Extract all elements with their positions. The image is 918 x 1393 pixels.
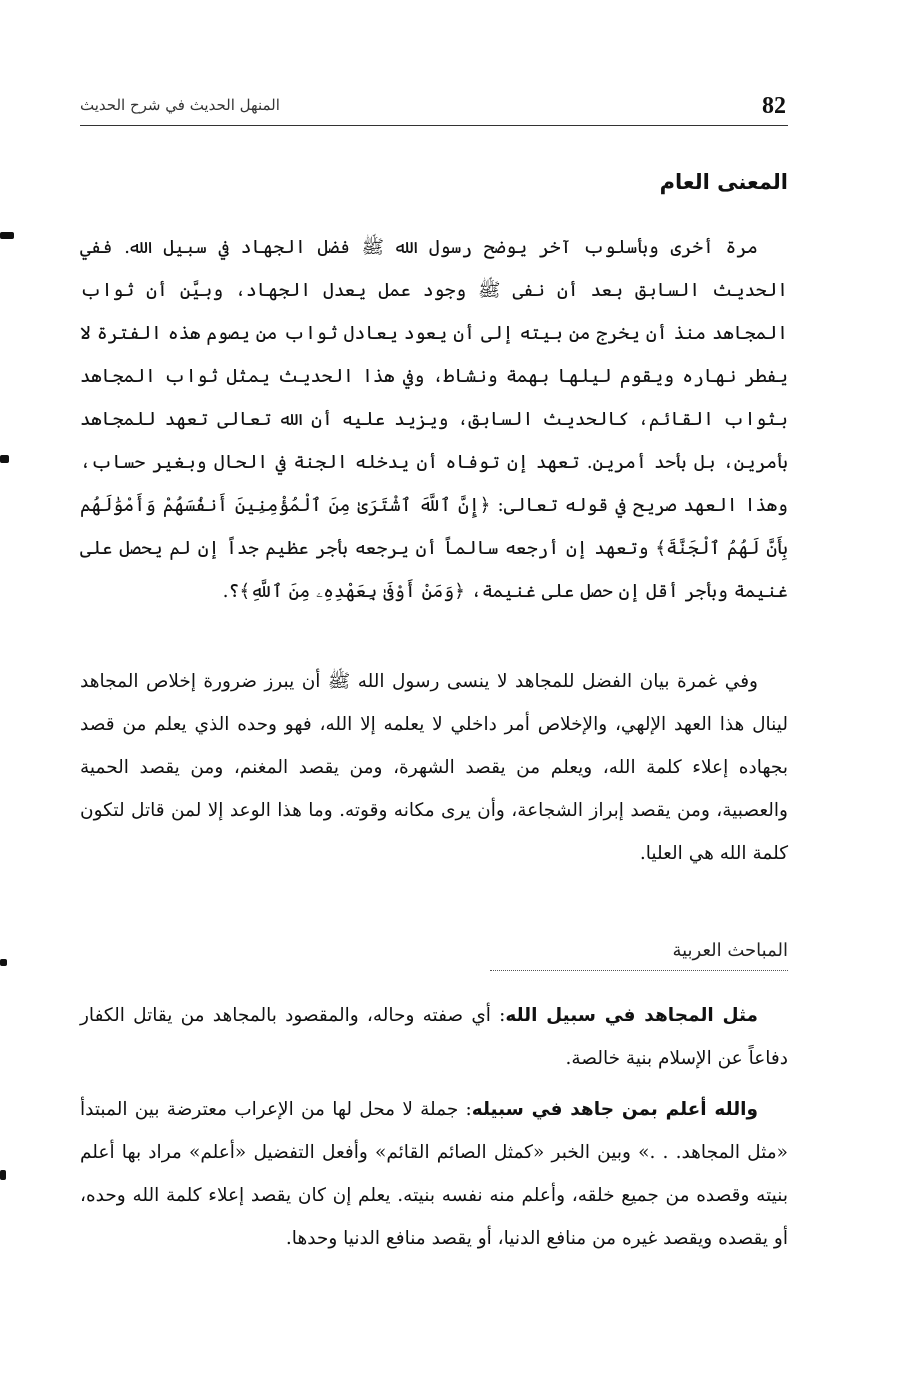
paragraph-sincerity [80,660,788,875]
header-rule [80,125,788,126]
scan-mark [0,455,9,463]
paragraph-first-line: وفي غمرة بيان الفضل للمجاهد لا ينسى رسول الله ﷺ أن يبرز [264,671,758,692]
subsection-title: المباحث العربية [672,940,788,961]
entry-text: : أي صفته وحاله، والمقصود بالمجاهد من يقاتل الكفار دفاعاً عن الإسلام بنية خالصة. [80,1005,788,1069]
paragraph-general-meaning [80,226,788,613]
entry-text: : جملة لا محل لها من الإعراب معترضة بين المبتدأ «مثل المجاهد. . .» وبين الخبر «كمثل الصائم القائم» وأفعل التفضيل «أعلم» مراد بها أعلم بنيته وقصده من جميع خلقه، وأعلم منه نفسه بنيته. يعلم إن كان يقصد إعلاء كلمة الله وحده، أو يقصده ويقصد غيره من منافع الدنيا، أو يقصد منافع الدنيا وحدها. [80,1099,788,1249]
scan-mark [0,232,14,239]
running-head: المنهل الحديث في شرح الحديث [80,96,280,114]
paragraph-first-line: مرة أخرى وبأسلوب آخر يوضح رسول الله ﷺ فضل الجهاد في سبيل [163,237,758,258]
entry-allahu-aalam [80,1088,788,1260]
paragraph-body: ضرورة إخلاص المجاهد لينال هذا العهد الإلهي، والإخلاص أمر داخلي لا يعلمه إلا الله، فهو وحده الذي يعلم من قصد بجهاده إعلاء كلمة الله، ويعلم من يقصد الشهرة، ومن يقصد المغنم، ومن يقصد الحمية والعصبية، ومن يقصد إبراز الشجاعة، وأن يرى مكانه وقوته. وما هذا الوعد إلا لمن قاتل لتكون كلمة الله هي العليا. [80,671,788,864]
entry-term: مثل المجاهد في سبيل الله [505,1005,759,1026]
section-title: المعنى العام [659,170,788,194]
entry-mathal-al-mujahid [80,994,788,1080]
scan-mark [0,1170,6,1180]
scan-mark [0,959,7,966]
paragraph-body: الله. ففي الحديث السابق بعد أن نفى ﷺ وجود عمل يعدل الجهاد، وبيَّن أن ثواب المجاهد منذ أن يخرج من بيته إلى أن يعود يعادل ثواب من يصوم هذه الفترة لا يفطر نهاره ويقوم ليلها بهمة ونشاط، وفي هذا الحديث يمثل ثواب المجاهد بثواب القائم، كالحديث السابق، ويزيد عليه أن الله تعالى تعهد للمجاهد بأمرين، بل بأحد أمرين. تعهد إن توفاه أن يدخله الجنة في الحال وبغير حساب، وهذا العهد صريح في قوله تعالى: ﴿إِنَّ ٱللَّهَ ٱشْتَرَىٰ مِنَ ٱلْمُؤْمِنِينَ أَنفُسَهُمْ وَأَمْوَٰلَهُم بِأَنَّ لَهُمُ ٱلْجَنَّةَ﴾ وتعهد إن أرجعه سالماً أن يرجعه بأجر عظيم جداً إن لم يحصل على غنيمة وبأجر أقل إن حصل على غنيمة، ﴿وَمَنْ أَوْفَىٰ بِعَهْدِهِۦ مِنَ ٱللَّهِ﴾؟. [80,237,788,602]
subsection-rule [490,970,788,971]
page-number: 82 [762,93,786,119]
entry-term: والله أعلم بمن جاهد في سبيله [471,1099,758,1120]
